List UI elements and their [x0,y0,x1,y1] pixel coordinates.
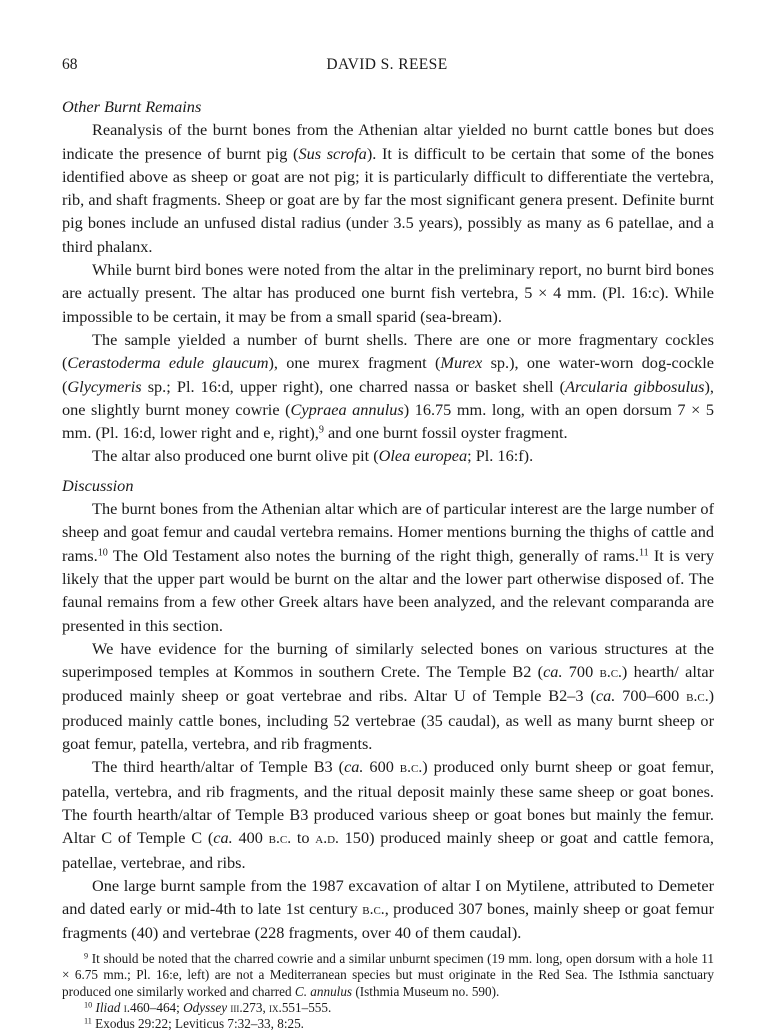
text-run: ) hearth/ altar produced mainly sheep or goat vertebrae and ribs. Altar U of Temple B2–3 ( [62,662,715,706]
italic-text: ca. [543,662,563,682]
text-run: Reanalysis of the burnt bones from the Athenian altar yielded no burnt cattle bones but does indicate the presence of burnt pig ( [62,120,714,163]
text-run: Exodus 29:22; Leviticus 7:32–33, 8:25. [91,1016,304,1032]
text-run: 600 [363,757,400,777]
text-run: We have evidence for the burning of similarly selected bones on various structures at the superimposed temples at Kommos in southern Crete. The Temple B2 ( [62,638,714,682]
paragraph [62,755,714,873]
italic-text: Cerastoderma edule glaucum [67,353,269,373]
section-discussion [62,474,714,945]
small-caps-text: ix [269,1000,279,1015]
paragraph [62,258,714,328]
small-caps-text: a.d. [315,830,339,848]
text-run: One large burnt sample from the 1987 excavation of altar I on Mytilene, attributed to Demeter and dated early or mid-4th to late 1st century [62,875,714,919]
italic-text: ca. [213,828,233,848]
footnote-ref: 11 [84,1016,92,1026]
text-run: .551–555. [278,999,332,1015]
text-run: The altar also produced one burnt olive pit ( [92,446,379,466]
footnote-ref: 9 [84,951,89,961]
footnote-ref: 10 [84,1000,93,1010]
text-run: ) produced only burnt sheep or goat femur, patella, vertebra, and rib fragments, and the ritual deposit mainly these same sheep or goat bones. The fourth hearth/altar of Temple B3 produced various sheep or goat bones but mainly the femur. Altar C of Temple C ( [62,757,715,848]
paragraph [62,444,714,467]
italic-text: Olea europea [378,446,468,466]
footnote-9 [62,951,714,1000]
footnotes [62,951,714,1033]
text-run: It is very likely that the upper part would be burnt on the altar and the lower part otherwise disposed of. The faunal remains from a few other Greek altars have been analyzed, and the relevant comparanda are presented in this section. [62,545,714,635]
footnote-10 [62,1000,714,1016]
paragraph [62,637,714,755]
footnote-11 [62,1016,714,1032]
italic-text: Murex [440,353,483,373]
small-caps-text: b.c. [399,759,423,777]
text-run: and one burnt fossil oyster fragment. [323,423,568,443]
small-caps-text: b.c. [268,830,292,848]
paragraph [62,328,714,444]
text-run: ; Pl. 16:f). [467,446,534,466]
text-run: 700–600 [615,686,687,706]
text-run: 700 [562,662,600,682]
text-run: .460–464; [126,999,184,1015]
small-caps-text: b.c. [686,688,709,706]
italic-text: Iliad [95,999,121,1015]
italic-text: Odyssey [183,999,228,1015]
italic-text: C. annulus [294,983,353,999]
paragraph [62,497,714,637]
italic-text: ca. [344,757,364,777]
italic-text: Cypraea annulus [290,399,404,419]
text-run: The sample yielded a number of burnt shells. There are one or more fragmentary cockles ( [62,329,714,373]
italic-text: Arcularia gibbosulus [565,376,705,396]
section-heading: Discussion [62,475,134,495]
footnote-ref: 9 [318,424,324,436]
paragraph [62,118,714,258]
section-heading: Other Burnt Remains [62,97,202,116]
footnote-ref: 10 [97,547,108,559]
text-run: While burnt bird bones were noted from the altar in the preliminary report, no burnt bird bones are actually present. The altar has produced one burnt fish vertebra, 5 × 4 mm. (Pl. 16:c). While impossible to be certain, it may be from a small sparid (sea-bream). [62,260,714,326]
text-run: ) produced mainly cattle bones, including 52 vertebrae (35 caudal), as well as many burnt sheep or goat femur, patella, vertebra, and rib fragments. [62,686,715,754]
small-caps-text: iii [230,1000,240,1015]
small-caps-text: b.c. [599,664,622,682]
footnote-ref: 11 [638,547,649,559]
running-title: DAVID S. REESE [326,56,448,73]
italic-text: Glycymeris [67,376,142,396]
page-number: 68 [62,56,78,73]
text-run: to [291,828,316,848]
text-run: It should be noted that the charred cowrie and a similar unburnt specimen (19 mm. long, open dorsum with a hole 11 × 6.75 mm.; Pl. 16:e, left) are not a Mediterranean species but must originate in the Red Sea. The Isthmia sanctuary produced one similarly worked and charred [62,950,714,999]
body-text [62,95,714,1033]
text-run: ). It is difficult to be certain that some of the bones identified above as sheep or goat are not pig; it is particularly difficult to differentiate the vertebra, rib, and shaft fragments. Sheep or goat are by far the most significant genera present. Definite burnt pig bones include an unfused distal radius (under 3.5 years), possibly as many as 6 patellae, and a third phalanx. [62,143,714,256]
paragraph [62,874,714,945]
text-run: sp.), one water-worn dog-cockle ( [62,353,714,396]
text-run: 400 [232,828,269,848]
text-run: ) 16.75 mm. long, with an open dorsum 7 × 5 mm. (Pl. 16:d, lower right and e, right), [62,399,714,443]
text-run: The Old Testament also notes the burning of the right thigh, generally of rams. [107,545,639,565]
italic-text: Sus scrofa [298,143,367,163]
page-header [62,56,712,78]
text-run: The burnt bones from the Athenian altar which are of particular interest are the large number of sheep and goat femur and caudal vertebra remains. Homer mentions burning the thighs of cattle and rams. [62,499,714,565]
text-run: ), one slightly burnt money cowrie ( [62,376,714,419]
text-run: The third hearth/altar of Temple B3 ( [92,757,345,777]
text-run: , produced 307 bones, mainly sheep or goat femur fragments (40) and vertebrae (228 fragments, over 40 of them caudal). [62,899,714,943]
text-run: .273, [239,999,270,1015]
text-run: ), one murex fragment ( [268,353,441,373]
small-caps-text: b.c. [362,901,385,919]
small-caps-text: i [123,1000,127,1015]
text-run: (Isthmia Museum no. 590). [352,983,500,999]
text-run: sp.; Pl. 16:d, upper right), one charred nassa or basket shell ( [141,376,566,396]
section-other-burnt-remains [62,95,714,468]
italic-text: ca. [595,686,616,706]
text-run: 150) produced mainly sheep or goat and cattle femora, patellae, vertebrae, and ribs. [62,828,714,872]
